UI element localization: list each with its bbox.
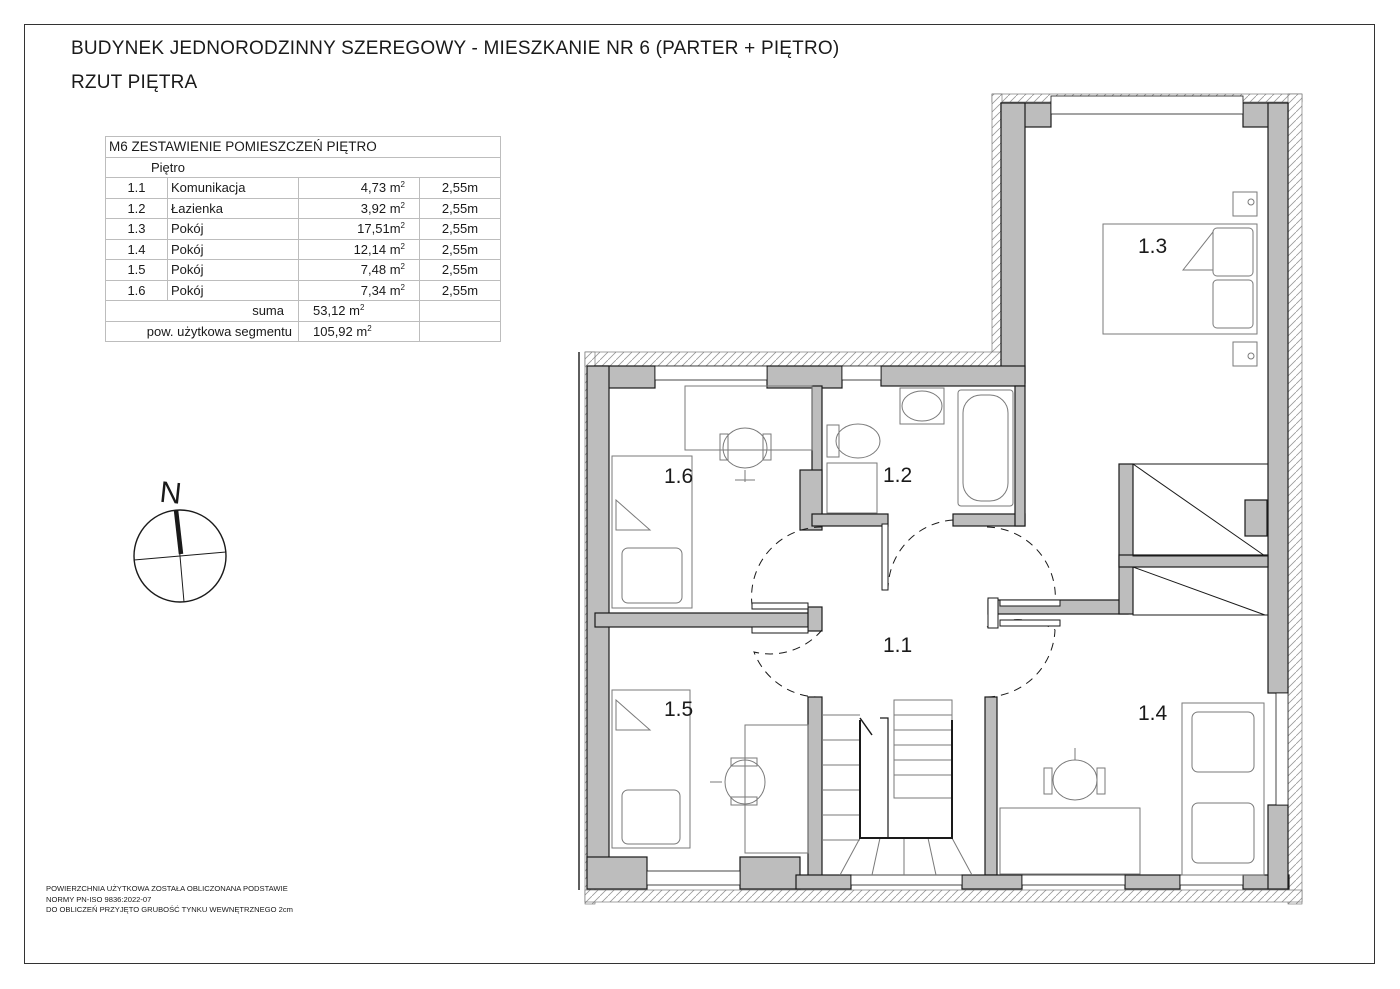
chair-icon	[723, 428, 767, 468]
table-level: Piętro	[106, 157, 501, 178]
room-area: 3,92 $m^2$	[299, 198, 420, 219]
furniture-1-6	[612, 386, 812, 608]
room-number: 1.4	[106, 239, 168, 260]
room-height: 2,55m	[420, 219, 501, 240]
room-number: 1.1	[106, 178, 168, 199]
furniture-1-4	[1000, 703, 1264, 875]
sum-value: 53,12 $m^2$	[299, 301, 420, 322]
room-label-1-4: 1.4	[1138, 702, 1168, 725]
desk-icon	[745, 725, 808, 853]
bathroom-fixtures	[827, 388, 1013, 513]
room-name: Komunikacja	[168, 178, 299, 199]
bathtub-icon	[958, 390, 1013, 506]
double-bed-icon	[1103, 224, 1257, 334]
room-area: $17,51m^2$	[299, 219, 420, 240]
drawing-subtitle: RZUT PIĘTRA	[71, 72, 198, 93]
sum-label: suma	[106, 301, 299, 322]
room-label-1-1: 1.1	[883, 634, 913, 657]
toilet-tank	[827, 425, 839, 457]
room-number: 1.2	[106, 198, 168, 219]
bed-icon	[1182, 703, 1264, 875]
room-number: 1.5	[106, 260, 168, 281]
room-height: 2,55m	[420, 198, 501, 219]
note-line: NORMY PN-ISO 9836:2022-07	[46, 894, 152, 904]
toilet-icon	[836, 424, 880, 458]
room-name: Pokój	[168, 239, 299, 260]
room-label-1-2: 1.2	[883, 464, 913, 487]
bed-1-3	[1103, 192, 1257, 366]
room-height: 2,55m	[420, 260, 501, 281]
room-number: 1.6	[106, 280, 168, 301]
room-height: 2,55m	[420, 178, 501, 199]
room-area: 7,34 $m^2$	[299, 280, 420, 301]
room-area: 4,73 $m^2$	[299, 178, 420, 199]
room-name: Pokój	[168, 280, 299, 301]
room-label-1-5: 1.5	[664, 698, 694, 721]
compass-needle	[176, 510, 181, 554]
room-area: 7,48 $m^2$	[299, 260, 420, 281]
table-title: M6 ZESTAWIENIE POMIESZCZEŃ PIĘTRO	[106, 137, 501, 158]
sink-icon	[902, 391, 942, 421]
insulation	[579, 94, 1302, 904]
room-name: Pokój	[168, 219, 299, 240]
usable-value: 105,92 $m^2$	[299, 321, 420, 342]
north-label: N	[158, 475, 184, 511]
north-arrow	[134, 476, 226, 602]
room-name: Łazienka	[168, 198, 299, 219]
room-number: 1.3	[106, 219, 168, 240]
note-line: POWIERZCHNIA UŻYTKOWA ZOSTAŁA OBLICZONANA PODSTAWIE	[46, 884, 288, 893]
chair-icon	[1053, 760, 1097, 800]
calculation-notes	[46, 884, 293, 916]
staircase	[822, 700, 972, 875]
bathtub-inner	[963, 395, 1008, 501]
usable-label: pow. użytkowa segmentu	[106, 321, 299, 342]
sink-counter	[900, 388, 944, 424]
drawing-title: BUDYNEK JEDNORODZINNY SZEREGOWY - MIESZKANIE NR 6 (PARTER + PIĘTRO)	[71, 38, 840, 59]
room-height: 2,55m	[420, 280, 501, 301]
note-line: DO OBLICZEŃ PRZYJĘTO GRUBOŚĆ TYNKU WEWNĘTRZNEGO 2cm	[46, 905, 293, 914]
room-height: 2,55m	[420, 239, 501, 260]
room-name: Pokój	[168, 260, 299, 281]
desk-icon	[685, 386, 812, 450]
desk-icon	[1000, 808, 1140, 874]
closets	[1133, 464, 1268, 615]
furniture-1-5	[612, 690, 808, 853]
room-area: 12,14 $m^2$	[299, 239, 420, 260]
room-label-1-6: 1.6	[664, 465, 694, 488]
room-label-1-3: 1.3	[1138, 235, 1168, 258]
washer-icon	[827, 463, 877, 513]
